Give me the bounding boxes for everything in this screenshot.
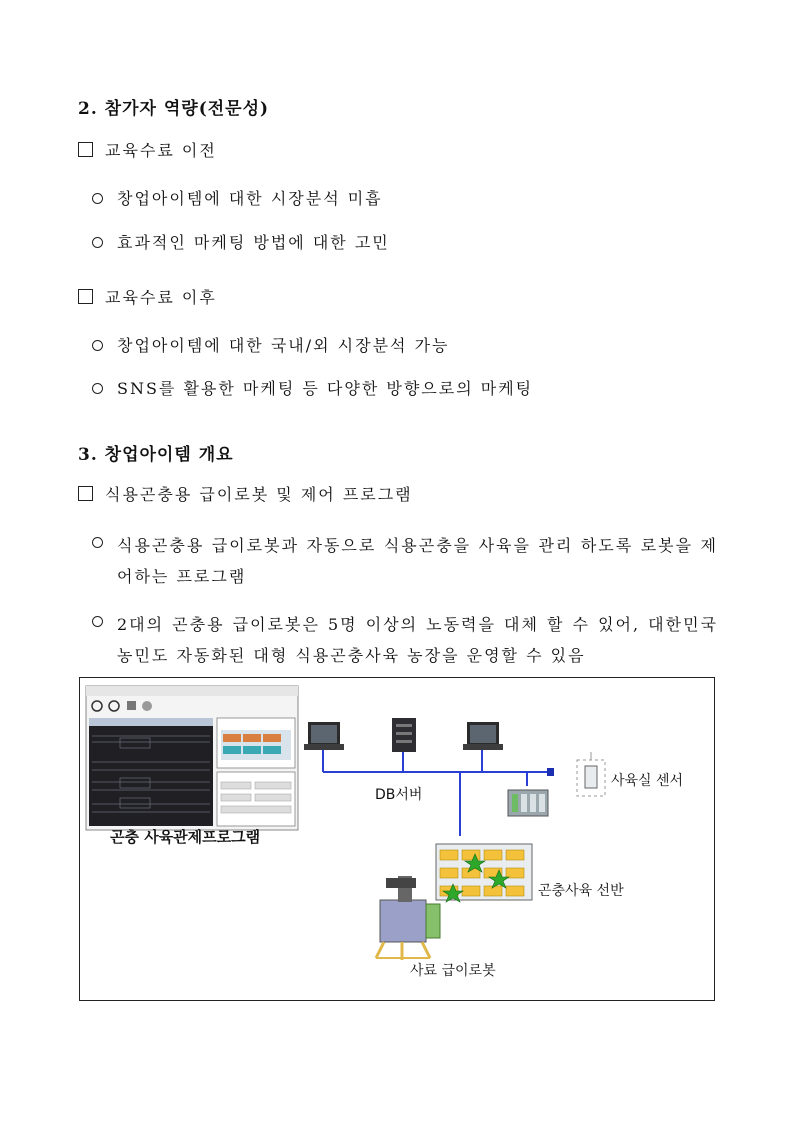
sensor-label: 사육실 센서 xyxy=(611,773,684,789)
sensor-icon xyxy=(577,752,605,796)
circle-bullet-icon xyxy=(92,340,103,351)
plc-controller-icon xyxy=(508,790,548,816)
list-item: SNS를 활용한 마케팅 등 다양한 방향으로의 마케팅 xyxy=(92,376,533,399)
list-item: 창업아이템에 대한 국내/외 시장분석 가능 xyxy=(92,333,450,356)
rearing-shelf-icon xyxy=(436,844,532,902)
item-label: 식용곤충용 급이로봇 및 제어 프로그램 xyxy=(105,485,413,504)
square-bullet-icon xyxy=(78,142,93,157)
list-item: 식용곤충용 급이로봇과 자동으로 식용곤충을 사육을 관리 하도록 로봇을 제어하는 프로그램 xyxy=(92,530,718,592)
feeding-robot-icon xyxy=(376,876,440,960)
list-item: 2대의 곤충용 급이로봇은 5명 이상의 노동력을 대체 할 수 있어, 대한민국 농민도 자동화된 대형 식용곤충사육 농장을 운영할 수 있음 xyxy=(92,609,718,671)
before-training-heading xyxy=(78,138,217,161)
circle-bullet-icon xyxy=(92,616,103,627)
program-label: 곤충 사육관제프로그램 xyxy=(110,828,261,846)
after-training-label: 교육수료 이후 xyxy=(105,288,217,307)
after-training-heading xyxy=(78,285,217,308)
circle-bullet-icon xyxy=(92,237,103,248)
db-server-icon xyxy=(392,718,416,752)
pc-icon xyxy=(463,722,503,750)
robot-label: 사료 급이로봇 xyxy=(410,963,496,979)
list-item: 창업아이템에 대한 시장분석 미흡 xyxy=(92,186,383,209)
section-2-title: 2. 참가자 역량(전문성) xyxy=(78,99,270,119)
circle-bullet-icon xyxy=(92,383,103,394)
square-bullet-icon xyxy=(78,486,93,501)
shelf-label: 곤충사육 선반 xyxy=(538,883,624,899)
list-item: 효과적인 마케팅 방법에 대한 고민 xyxy=(92,230,390,253)
pc-icon xyxy=(304,722,344,750)
network-terminator-icon xyxy=(547,768,554,776)
section-3-title: 3. 창업아이템 개요 xyxy=(78,445,234,465)
db-server-label: DB서버 xyxy=(375,787,423,803)
circle-bullet-icon xyxy=(92,537,103,548)
circle-bullet-icon xyxy=(92,193,103,204)
item-heading xyxy=(78,482,413,505)
control-program-screenshot xyxy=(86,686,298,830)
system-diagram-figure xyxy=(79,677,715,1001)
before-training-label: 교육수료 이전 xyxy=(105,141,217,160)
square-bullet-icon xyxy=(78,289,93,304)
